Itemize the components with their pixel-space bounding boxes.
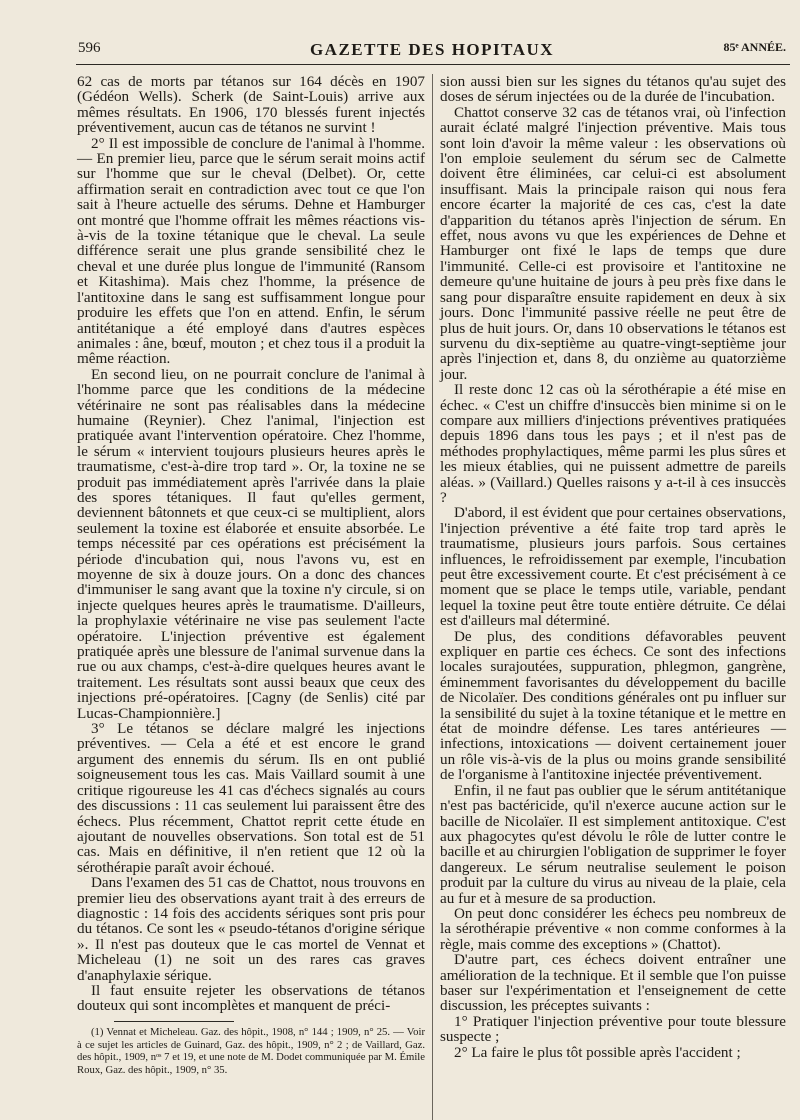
paragraph: Enfin, il ne faut pas oublier que le sérum antitétanique n'est pas bactéricide, qu'il n'exerce aucune action sur le bacille de Nicolaïer. Il est simplement antitoxique. C'est aux phagocytes qu'est dévolu le rôle de lutter contre le bacille et au chirurgien l'obligation de supprimer le foyer dangereux. Le sérum neutralise seulement le poison produit par la culture du virus au niveau de la plaie, cela au fur et à mesure de sa production.	[440, 781, 786, 907]
footnote: (1) Vennat et Micheleau. Gaz. des hôpit., 1908, n° 144 ; 1909, n° 25. — Voir à ce sujet les articles de Guinard, Gaz. des hôpit., 1909, n° 2 ; de Vaillard, Gaz. des hôpit., 1909, nᵒˢ 7 et 19, et une note de M. Dodet communiquée par M. Émile Roux, Gaz. des hôpit., 1909, n° 35.	[77, 1026, 425, 1076]
right-column	[440, 74, 786, 1060]
paragraph: En second lieu, on ne pourrait conclure de l'animal à l'homme parce que les conditions de la médecine vétérinaire ne sont pas réalisables dans la médecine humaine (Reynier). Chez l'animal, l'injection est pratiquée avant l'intervention opératoire. Chez l'homme, le sérum « intervient toujours plusieurs heures après le traumatisme, c'est-à-dire trop tard ». Or, la toxine ne se produit pas immédiatement après l'arrivée dans la plaie des spores tétaniques. Il faut qu'elles germent, deviennent bâtonnets et que ceux-ci se multiplient, alors seulement la toxine est élaborée et ensuite absorbée. Le temps nécessité par ces opérations est précisément la période d'incubation qui, nous l'avons vu, est en moyenne de six à douze jours. On a donc des chances d'immuniser le sang avant que la toxine n'y circule, si on injecte quelques heures après le traumatisme. D'ailleurs, la prophylaxie vétérinaire ne vise pas seulement l'acte opératoire. L'injection préventive est également pratiquée après une blessure de l'animal survenue dans la rue ou aux champs, c'est-à-dire quelques heures avant le traitement. Les résultats sont aussi beaux que ceux des injections pré-opératoires. [Cagny (de Senlis) cité par Lucas-Championnière.]	[77, 365, 425, 722]
page-header	[78, 40, 786, 64]
journal-title: GAZETTE DES HOPITAUX	[309, 40, 555, 59]
paragraph: D'autre part, ces échecs doivent entraîner une amélioration de la technique. Et il semble que l'on puisse baser sur l'expérimentation et l'enseignement de cette discussion, les préceptes suivants :	[440, 951, 786, 1015]
paragraph: 3° Le tétanos se déclare malgré les injections préventives. — Cela a été et est encore le grand argument des ennemis du sérum. Ils en ont publié soigneusement tous les cas. Mais Vaillard soumit à une critique rigoureuse les 41 cas d'échecs signalés au cours des discussions : 11 cas seulement lui paraissent être des échecs. Plus récemment, Chattot reprit cette étude en ajoutant de nouvelles observations. Son total est de 51 cas. Mais en définitive, il n'en retient que 12 où la sérothérapie paraît avoir échoué.	[77, 720, 425, 876]
paragraph: D'abord, il est évident que pour certaines observations, l'injection préventive a été faite trop tard après le traumatisme, plusieurs jours parfois. Sous certaines influences, le refroidissement par exemple, l'incubation peut être excessivement courte. Et c'est précisément à ce moment que se place le temps utile, variable, pendant lequel la toxine peut être toute entière détruite. Ce délai est d'ailleurs mal déterminé.	[440, 504, 786, 630]
paragraph: Chattot conserve 32 cas de tétanos vrai, où l'infection aurait éclaté malgré l'injection préventive. Mais tous sont loin d'avoir la même valeur : les observations où l'on emploie seulement du sérum sec de Calmette doivent être éliminées, car celui-ci est absolument insuffisant. Mais la principale raison qui nous fera encore écarter la majorité de ces cas, c'est la date d'apparition du tétanos après l'injection de sérum. En effet, nous avons vu que les expériences de Dehne et Hamburger ont fixé le laps de temps que dure l'immunité. Celle-ci est provisoire et l'antitoxine ne demeure qu'une huitaine de jours à peu près fixe dans le sang pour disparaître ensuite rapidement en deux à six jours. Donc l'immunité passive réelle ne peut être de plus de huit jours. Or, dans 10 observations le tétanos est survenu du dix-septième au quatre-vingt-septième jour après l'injection et, dans 8, du onzième au quatorzième jour.	[440, 103, 786, 383]
page-number: 596	[78, 40, 101, 56]
paragraph: 2° La faire le plus tôt possible après l'accident ;	[454, 1043, 741, 1061]
column-divider	[432, 74, 433, 1120]
header-rule	[76, 64, 790, 65]
paragraph: Dans l'examen des 51 cas de Chattot, nous trouvons en premier lieu des observations ayant trait à des erreurs de diagnostic : 14 fois des accidents sériques sont pris pour du tétanos. Ce sont les « pseudo-tétanos d'origine sérique ». Il n'est pas douteux que le cas mortel de Vennat et Micheleau (1) ne soit un des rares cas graves d'anaphylaxie sérique.	[77, 874, 425, 984]
paragraph: Il faut ensuite rejeter les observations de tétanos douteux qui sont incomplètes et manquent de préci-	[77, 981, 425, 1015]
paragraph: sion aussi bien sur les signes du tétanos qu'au sujet des doses de sérum injectées ou de la durée de l'incubation.	[440, 73, 786, 106]
paragraph: 2° Il est impossible de conclure de l'animal à l'homme. — En premier lieu, parce que le sérum serait moins actif sur l'homme que sur le cheval (Delbet). Or, cette affirmation serait en contradiction avec tout ce que l'on sait à l'heure actuelle des sérums. Dehne et Hamburger ont montré que l'homme offrait les mêmes réactions vis-à-vis de la toxine tétanique que le cheval. La seule différence serait une plus grande sensibilité chez le cheval et une durée plus longue de l'immunité (Ransom et Kitashima). Mais chez l'homme, la présence de l'antitoxine dans le sang est suffisamment longue pour produire les effets que l'on en attend. Enfin, le sérum antitétanique a été employé dans d'autres espèces animales : âne, bœuf, mouton ; et chez tous il a produit la même réaction.	[77, 134, 425, 368]
paragraph: Il reste donc 12 cas où la sérothérapie a été mise en échec. « C'est un chiffre d'insuccès bien minime si on le compare aux milliers d'injections préventives pratiquées depuis 1896 dans tous les pays ; et il n'est pas de méthodes prophylactiques, même parmi les plus sûres et les mieux établies, qui ne puissent admettre de pareils aléas. » (Vaillard.) Quelles raisons y a-t-il à ces insuccès ?	[440, 381, 786, 506]
paragraph: On peut donc considérer les échecs peu nombreux de la sérothérapie préventive « non comme conformes à la règle, mais comme des exceptions » (Chattot).	[440, 904, 786, 953]
left-column	[77, 74, 425, 1014]
paragraph: 1° Pratiquer l'injection préventive pour toute blessure suspecte ;	[440, 1012, 786, 1046]
footnote-rule	[114, 1021, 234, 1022]
year-label: 85ᵉ ANNÉE.	[723, 40, 786, 54]
footnotes	[77, 1026, 425, 1076]
paragraph: De plus, des conditions défavorables peuvent expliquer en partie ces échecs. Ce sont des infections locales surajoutées, suppuration, phlegmon, gangrène, éminemment favorisantes du développement du bacille de Nicolaïer. Des conditions générales ont pu influer sur la sensibilité du sujet à la toxine tétanique et le mettre en état de moindre défense. Les tares antérieures — infections, intoxications — doivent certainement jouer un rôle vis-à-vis de la plus ou moins grande sensibilité de l'organisme à l'antitoxine injectée préventivement.	[440, 627, 786, 784]
paragraph: 62 cas de morts par tétanos sur 164 décès en 1907 (Gédéon Wells). Scherk (de Saint-Louis) arrive aux mêmes résultats. En 1906, 170 blessés furent injectés préventivement, aucun cas de tétanos ne survint !	[77, 73, 425, 137]
